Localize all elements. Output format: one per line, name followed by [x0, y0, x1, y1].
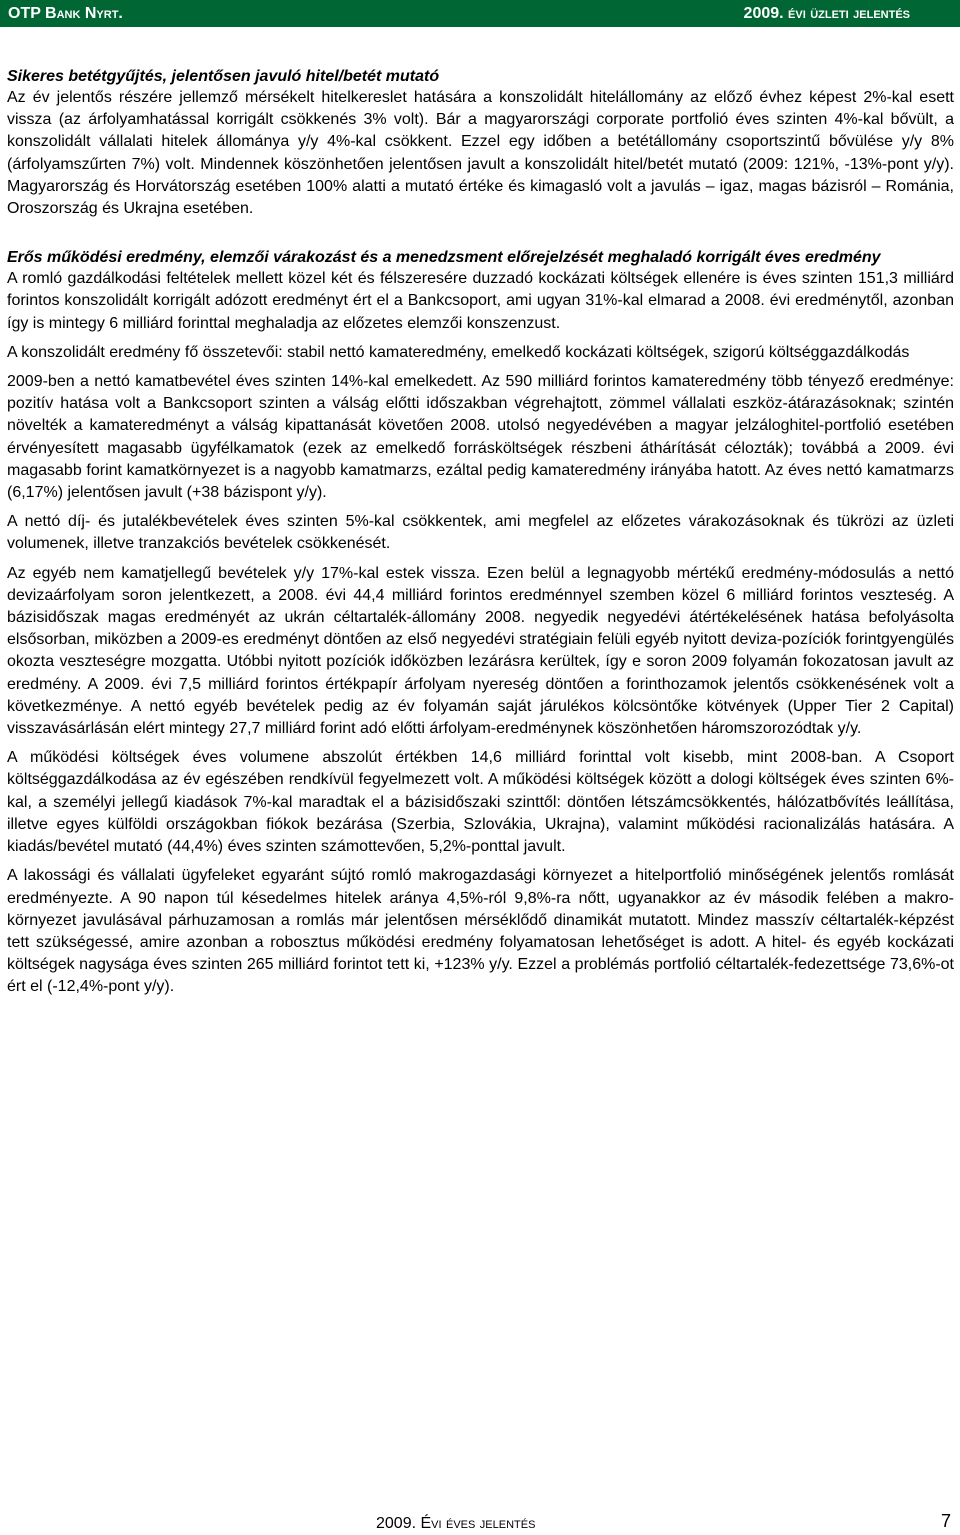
paragraph: A működési költségek éves volumene abszolút értékben 14,6 milliárd forinttal volt kisebb, mint 2008-ban. A Csoport költséggazdálkodása az év egészében rendkívül fegyelmezett volt. A működési költségek között a dologi költségek éves szinten 6%-kal, a személyi jellegű kiadások 7%-kal maradtak el a bázisidőszaki szinttől: döntően létszámcsökkentés, hálózatbővítés leállítása, illetve egyes külföldi országokban fiókok bezárása (Szerbia, Szlovákia, Ukrajna), valamint működési racionalizálás hatására. A kiadás/bevétel mutató (44,4%) éves szinten számottevően, 5,2%-ponttal javult. — [7, 749, 954, 856]
footer-report-title: 2009. Évi éves jelentés — [376, 1515, 536, 1532]
paragraph: A romló gazdálkodási feltételek mellett közel két és félszeresére duzzadó kockázati költségek ellenére is éves szinten 151,3 milliárd forintos konszolidált korrigált adózott eredményt ért el a Bankcsoport, ami ugyan 31%-kal elmarad a 2008. évi eredménytől, azonban így is mintegy 6 milliárd forinttal meghaladja az előzetes elemzői konszenzust. — [7, 270, 954, 332]
header-company: OTP Bank Nyrt. — [8, 5, 123, 22]
page-header — [0, 0, 960, 27]
paragraph: A nettó díj- és jutalékbevételek éves szinten 5%-kal csökkentek, ami megfelel az előzetes várakozásoknak és tükrözi az üzleti volumenek, illetve tranzakciós bevételek csökkenését. — [7, 513, 954, 553]
page-footer — [0, 1511, 960, 1535]
section-heading-operating-result: Erős működési eredmény, elemzői várakozást és a menedzsment előrejelzését meghaladó korrigált éves eredmény — [7, 249, 881, 267]
paragraph: Az év jelentős részére jellemző mérsékelt hitelkereslet hatására a konszolidált hitelállomány az előző évhez képest 2%-kal esett vissza (az árfolyamhatással korrigált csökkenés 3% volt). Bár a magyarországi corporate portfolió éves szinten 4%-kal bővült, a konszolidált vállalati hitelek állománya y/y 4%-kal csökkent. Ezzel egy időben a betétállomány csoportszintű bővülése y/y 8% (árfolyamszűrten 7%) volt. Mindennek köszönhetően jelentősen javult a konszolidált hitel/betét mutató (2009: 121%, -13%-pont y/y). Magyarország és Horvátország esetében 100% alatti a mutató értéke és kimagasló volt a javulás – igaz, magas bázisról – Románia, Oroszország és Ukrajna esetében. — [7, 89, 954, 218]
paragraph: 2009-ben a nettó kamatbevétel éves szinten 14%-kal emelkedett. Az 590 milliárd forintos kamateredmény több tényező eredménye: pozitív hatása volt a Bankcsoport szinten a válság előtti időszakban végrehajtott, zömmel vállalati eszköz-átárazásoknak; szintén növelték a kamateredményt a válság kipattanását követően 2008. utolsó negyedévében a magyar jelzáloghitel-portfolió esetében érvényesített magasabb ügyfélkamatok (ezek az emelkedő forrásköltségek részbeni áthárítását célozták); továbbá a 2009. évi magasabb forint kamatkörnyezet is a nagyobb kamatmarzs, ezáltal pedig kamateredmény irányába hatott. Az éves nettó kamatmarzs (6,17%) jelentősen javult (+38 bázispont y/y). — [7, 373, 954, 502]
header-report-title: 2009. évi üzleti jelentés — [743, 5, 910, 22]
paragraph: A konszolidált eredmény fő összetevői: stabil nettó kamateredmény, emelkedő kockázati költségek, szigorú költséggazdálkodás — [7, 343, 910, 361]
document-body — [7, 66, 954, 1006]
paragraph: Az egyéb nem kamatjellegű bevételek y/y 17%-kal estek vissza. Ezen belül a legnagyobb mértékű eredmény-módosulás a nettó devizaárfolyam soron jelentkezett, a 2008. évi 44,4 milliárd forintos eredménnyel szemben közel 6 milliárd forintos veszteség. A bázisidőszak magas eredményét az ukrán céltartalék-állomány 2008. negyedik negyedévi átértékelésének hatása befolyásolta elsősorban, miközben a 2009-es eredményt döntően az első negyedévi stratégiain felüli egyéb nyitott deviza-pozíciók forintgyengülés okozta veszteségre mozgatta. Utóbbi nyitott pozíciók időközben lezárásra kerültek, így e soron 2009 folyamán fokozatosan javult az eredmény. A 2009. évi 7,5 milliárd forintos értékpapír árfolyam nyereség döntően a forinthozamok jelentős csökkenésének volt a következménye. A nettó egyéb bevételek pedig az év folyamán saját járulékos kölcsöntőke kötvények (Upper Tier 2 Capital) visszavásárlásán elért mintegy 27,7 milliárd forint adó előtti árfolyam-eredménynek köszönhetően háromszorozódtak y/y. — [7, 564, 954, 738]
page-number: 7 — [941, 1511, 952, 1531]
section-heading-deposits: Sikeres betétgyűjtés, jelentősen javuló hitel/betét mutató — [7, 68, 440, 85]
paragraph: A lakossági és vállalati ügyfeleket egyaránt sújtó romló makrogazdasági környezet a hitelportfolió minőségének jelentős romlását eredményezte. A 90 napon túl késedelmes hitelek aránya 4,5%-ról 9,8%-ra nőtt, ugyanakkor az év második felében a makro-környezet javulásával párhuzamosan a romlás már jelentősen mérséklődő dinamikát mutatott. Mindez masszív céltartalék-képzést tett szükségessé, amire azonban a robosztus működési eredmény folyamatosan lehetőséget is adott. A hitel- és egyéb kockázati költségek nagysága éves szinten 265 milliárd forintot tett ki, +123% y/y. Ezzel a problémás portfolió céltartalék-fedezettsége 73,6%-ot ért el (-12,4%-pont y/y). — [7, 867, 954, 996]
